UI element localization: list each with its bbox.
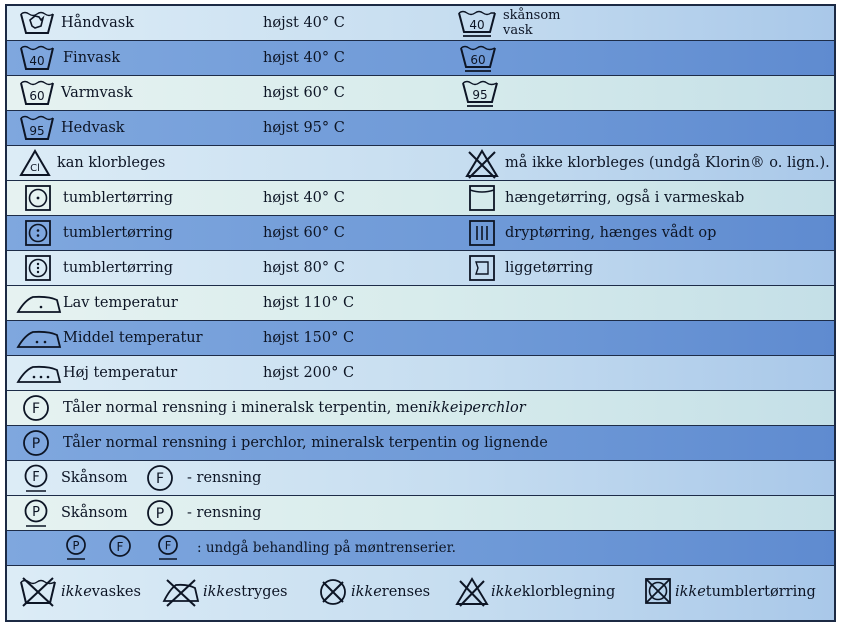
dry-clean-f-icon — [21, 393, 51, 424]
label-tumbler-80: tumblertørring — [63, 260, 174, 276]
svg-text:P: P — [72, 538, 80, 553]
care-symbol-chart — [5, 4, 836, 622]
label-dryptoerring: dryptørring, hænges vådt op — [505, 225, 717, 241]
row-rensning-p — [7, 426, 834, 461]
flat-dry-icon — [467, 253, 497, 284]
row-tumbler-60 — [7, 216, 834, 251]
label-vask: vask — [503, 23, 533, 38]
gentle-wash-60-icon — [459, 43, 497, 74]
label-ikke-tumblertoerring: ikke tumblertørring — [675, 584, 816, 600]
temp-hedvask: højst 95° C — [263, 120, 345, 136]
row-skaansom-p — [7, 496, 834, 531]
iron-low-icon — [15, 288, 63, 319]
temp-tumbler-80: højst 80° C — [263, 260, 345, 276]
gentle-dry-clean-f-icon-small — [155, 533, 181, 564]
svg-text:F: F — [155, 471, 165, 487]
label-varmvask: Varmvask — [61, 85, 133, 101]
svg-text:95: 95 — [29, 124, 45, 138]
temp-varmvask: højst 60° C — [263, 85, 345, 101]
label-finvask: Finvask — [63, 50, 121, 66]
row-hedvask — [7, 111, 834, 146]
row-haandvask — [7, 6, 834, 41]
no-dry-clean-icon — [317, 576, 349, 607]
row-hoej-temperatur — [7, 356, 834, 391]
wash-60-icon — [19, 78, 55, 109]
temp-tumbler-60: højst 60° C — [263, 225, 345, 241]
label-haandvask: Håndvask — [61, 15, 134, 31]
svg-text:F: F — [31, 401, 41, 417]
tumble-dry-high-icon — [23, 253, 53, 284]
label-maa-ikke-klorbleges: må ikke klorbleges (undgå Klorin® o. lign.). — [505, 155, 830, 171]
row-tumbler-80 — [7, 251, 834, 286]
svg-text:P: P — [32, 505, 40, 520]
label-lav-temperatur: Lav temperatur — [63, 295, 178, 311]
row-moentrenserier — [7, 531, 834, 566]
tumble-dry-low-icon — [23, 183, 53, 214]
svg-text:60: 60 — [470, 53, 486, 67]
no-tumble-dry-icon — [643, 576, 673, 607]
dry-clean-p-icon-2 — [145, 498, 175, 529]
svg-text:F: F — [116, 540, 124, 554]
label-tumbler-40: tumblertørring — [63, 190, 174, 206]
dry-clean-f-icon-small — [107, 533, 133, 564]
svg-text:40: 40 — [29, 54, 45, 68]
svg-text:P: P — [155, 506, 165, 522]
label-tumbler-60: tumblertørring — [63, 225, 174, 241]
dry-clean-f-icon-2 — [145, 463, 175, 494]
label-ikke-klorblegning: ikke klorblegning — [491, 584, 616, 600]
label-rensning-f: - rensning — [187, 470, 262, 486]
temp-finvask: højst 40° C — [263, 50, 345, 66]
svg-text:F: F — [164, 538, 172, 553]
hand-wash-icon — [19, 8, 55, 39]
hang-dry-icon — [467, 183, 497, 214]
row-skaansom-f — [7, 461, 834, 496]
svg-text:60: 60 — [29, 89, 45, 103]
label-ikke-stryges: ikke stryges — [203, 584, 288, 600]
drip-dry-icon — [467, 218, 497, 249]
row-klorblegning — [7, 146, 834, 181]
row-lav-temperatur — [7, 286, 834, 321]
label-ikke-renses: ikke renses — [351, 584, 431, 600]
gentle-dry-clean-p-icon — [21, 498, 51, 529]
label-kan-klorbleges: kan klorbleges — [57, 155, 166, 171]
row-tumbler-40 — [7, 181, 834, 216]
label-rensning-p: - rensning — [187, 505, 262, 521]
label-hedvask: Hedvask — [61, 120, 125, 136]
gentle-wash-95-icon — [461, 78, 499, 109]
svg-text:40: 40 — [469, 18, 485, 32]
dry-clean-p-icon — [21, 428, 51, 459]
label-ikke-vaskes: ikke vaskes — [61, 584, 141, 600]
gentle-dry-clean-f-icon — [21, 463, 51, 494]
iron-high-icon — [15, 358, 63, 389]
temp-middel: højst 150° C — [263, 330, 355, 346]
row-middel-temperatur — [7, 321, 834, 356]
label-skaansom-f: Skånsom — [61, 470, 128, 486]
no-iron-icon — [161, 576, 201, 607]
label-hoej-temperatur: Høj temperatur — [63, 365, 178, 381]
no-bleach-icon — [465, 148, 499, 179]
no-bleach-icon-2 — [455, 576, 489, 607]
temp-hoej: højst 200° C — [263, 365, 355, 381]
text-rensning-f: Tåler normal rensning i mineralsk terpentin, men ikke i perchlor — [63, 400, 526, 416]
label-liggetoerring: liggetørring — [505, 260, 594, 276]
wash-40-icon — [19, 43, 55, 74]
label-haengetoerring: hængetørring, også i varmeskab — [505, 190, 745, 206]
row-varmvask — [7, 76, 834, 111]
label-middel-temperatur: Middel temperatur — [63, 330, 203, 346]
gentle-dry-clean-p-icon-small — [63, 533, 89, 564]
label-moentrenserier: : undgå behandling på møntrenserier. — [197, 540, 456, 556]
no-wash-icon — [19, 576, 57, 607]
svg-text:95: 95 — [472, 88, 488, 102]
temp-haandvask: højst 40° C — [263, 15, 345, 31]
row-rensning-f — [7, 391, 834, 426]
gentle-wash-40-icon — [457, 8, 497, 39]
svg-text:Cl: Cl — [30, 163, 40, 174]
wash-95-icon — [19, 113, 55, 144]
label-skaansom: skånsom — [503, 8, 561, 23]
iron-medium-icon — [15, 323, 63, 354]
tumble-dry-medium-icon — [23, 218, 53, 249]
temp-lav: højst 110° C — [263, 295, 355, 311]
svg-text:P: P — [31, 436, 41, 452]
svg-text:F: F — [32, 470, 40, 485]
row-ikke-symbols — [7, 566, 834, 620]
temp-tumbler-40: højst 40° C — [263, 190, 345, 206]
label-skaansom-p: Skånsom — [61, 505, 128, 521]
bleach-allowed-icon — [19, 148, 51, 179]
row-finvask — [7, 41, 834, 76]
text-rensning-p: Tåler normal rensning i perchlor, mineralsk terpentin og lignende — [63, 435, 548, 451]
